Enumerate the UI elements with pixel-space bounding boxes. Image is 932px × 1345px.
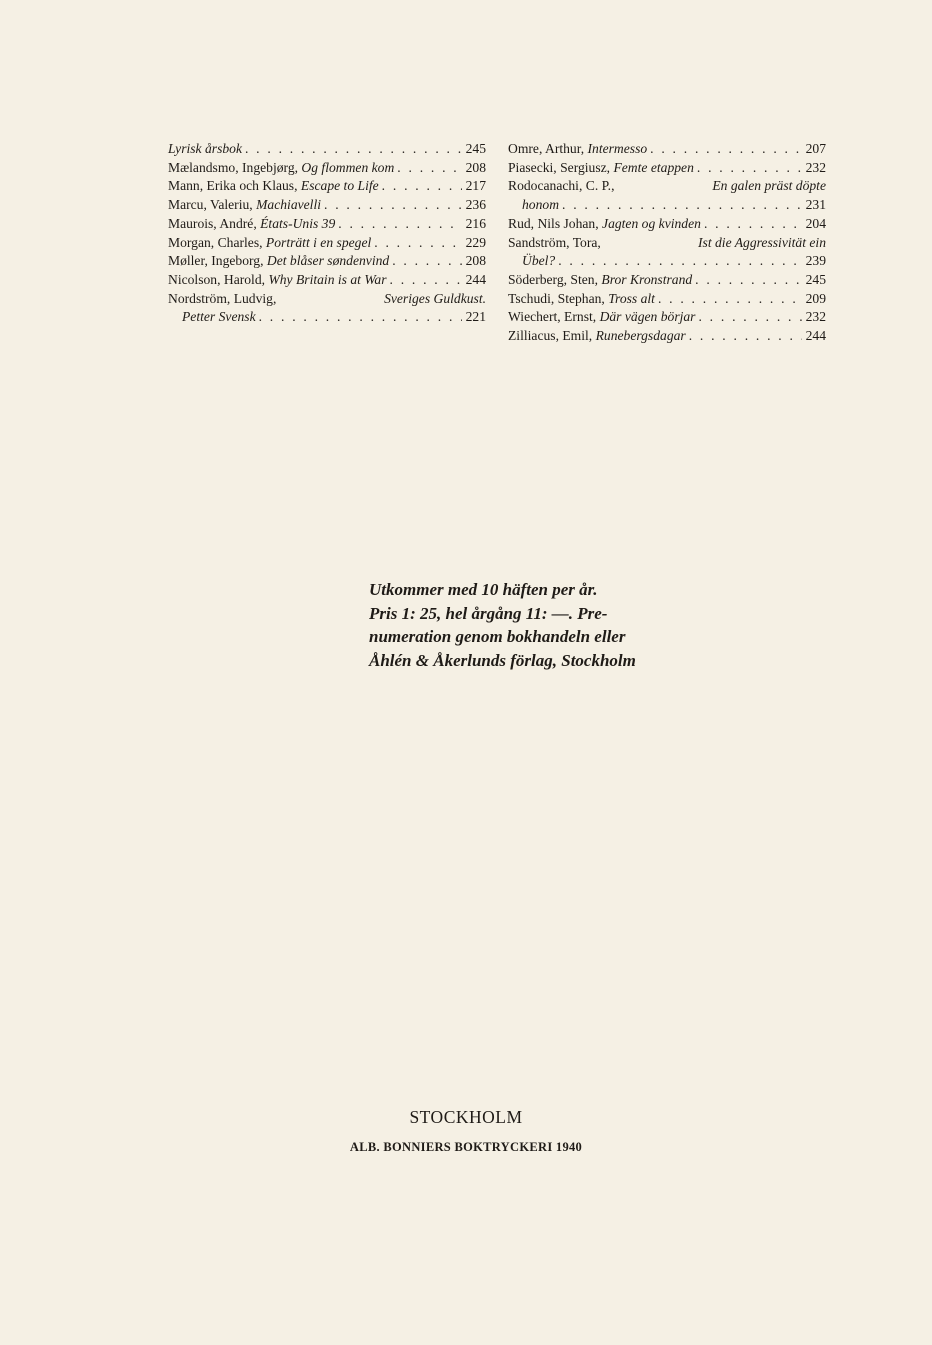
entry-page-number: 245 bbox=[805, 271, 826, 287]
entry-line bbox=[168, 177, 486, 196]
dot-leader bbox=[387, 271, 462, 290]
entry-author: Sandström, Tora, bbox=[508, 234, 601, 250]
entry-continuation bbox=[168, 308, 486, 327]
dot-leader bbox=[701, 215, 802, 234]
entry-page-number: 229 bbox=[465, 234, 486, 250]
entry-author: Marcu, Valeriu, bbox=[168, 197, 257, 213]
entry-title: Why Britain is at War bbox=[268, 271, 387, 287]
index-entry bbox=[168, 215, 486, 234]
dot-leader bbox=[371, 234, 461, 253]
entry-line bbox=[168, 252, 486, 271]
entry-author: Maurois, André, bbox=[168, 215, 261, 231]
entry-line bbox=[508, 159, 826, 178]
dot-leader bbox=[394, 159, 461, 178]
entry-page-number: 232 bbox=[805, 309, 826, 325]
index-entry bbox=[508, 234, 826, 271]
entry-line bbox=[508, 290, 826, 309]
index-entry bbox=[168, 177, 486, 196]
entry-page-number: 244 bbox=[805, 328, 826, 344]
entry-title-continued: Übel? bbox=[522, 253, 556, 269]
entry-page-number: 232 bbox=[805, 159, 826, 175]
index-right-column bbox=[508, 140, 826, 346]
notice-line: Utkommer med 10 häften per år. bbox=[369, 580, 598, 599]
index-entry bbox=[508, 327, 826, 346]
entry-page-number: 245 bbox=[465, 141, 486, 156]
entry-line bbox=[168, 196, 486, 215]
entry-page-number: 204 bbox=[805, 215, 826, 231]
index-entry bbox=[508, 140, 826, 159]
entry-author: Zilliacus, Emil, bbox=[508, 328, 596, 344]
index-entry bbox=[508, 308, 826, 327]
entry-author: Morgan, Charles, bbox=[168, 234, 266, 250]
index-left-column bbox=[168, 140, 486, 327]
entry-page-number: 244 bbox=[465, 271, 486, 287]
entry-title: Machiavelli bbox=[256, 197, 322, 213]
entry-author: Rud, Nils Johan, bbox=[508, 215, 603, 231]
entry-author: Wiechert, Ernst, bbox=[508, 309, 600, 325]
dot-leader bbox=[692, 271, 801, 290]
entry-author: Piasecki, Sergiusz, bbox=[508, 159, 614, 175]
notice-line: Pris 1: 25, hel årgång 11: —. Pre- bbox=[369, 603, 608, 623]
entry-line bbox=[508, 327, 826, 346]
index-entry bbox=[508, 271, 826, 290]
entry-title: Bror Kronstrand bbox=[601, 271, 693, 287]
index-entry bbox=[508, 159, 826, 178]
entry-author: Møller, Ingeborg, bbox=[168, 253, 267, 269]
dot-leader bbox=[694, 159, 802, 178]
entry-page-number: 208 bbox=[465, 159, 486, 175]
entry-author: Nordström, Ludvig, bbox=[168, 290, 277, 306]
index-entry bbox=[168, 234, 486, 253]
entry-title-continued: Petter Svensk bbox=[182, 309, 256, 325]
entry-title: Intermesso bbox=[587, 141, 648, 156]
notice-line: numeration genom bokhandeln eller bbox=[369, 627, 626, 647]
entry-title: Ist die Aggressivität ein bbox=[698, 234, 826, 250]
entry-author: Rodocanachi, C. P., bbox=[508, 178, 615, 194]
entry-continuation bbox=[508, 196, 826, 215]
entry-author: Mælandsmo, Ingebjørg, bbox=[168, 159, 302, 175]
dot-leader bbox=[242, 140, 462, 159]
notice-line: Åhlén & Åkerlunds förlag, Stockholm bbox=[369, 650, 636, 670]
dot-leader bbox=[389, 252, 461, 271]
entry-title: Jagten og kvinden bbox=[602, 215, 701, 231]
entry-author: Omre, Arthur, bbox=[508, 141, 588, 156]
entry-line bbox=[168, 159, 486, 178]
entry-title: En galen präst döpte bbox=[712, 178, 826, 194]
entry-author: Söderberg, Sten, bbox=[508, 271, 602, 287]
entry-page-number: 221 bbox=[465, 309, 486, 325]
dot-leader bbox=[559, 196, 802, 215]
entry-line bbox=[508, 140, 826, 159]
dot-leader bbox=[379, 177, 462, 196]
index-entry bbox=[168, 159, 486, 178]
imprint-printer: ALB. BONNIERS BOKTRYCKERI 1940 bbox=[349, 1140, 583, 1154]
entry-title: Sveriges Guldkust. bbox=[384, 290, 486, 306]
dot-leader bbox=[686, 327, 802, 346]
imprint-city: STOCKHOLM bbox=[409, 1107, 523, 1127]
entry-line bbox=[168, 140, 486, 159]
entry-title: Og flommen kom bbox=[301, 159, 395, 175]
entry-title-continued: honom bbox=[522, 197, 560, 213]
index-entry bbox=[508, 290, 826, 309]
dot-leader bbox=[695, 308, 801, 327]
index-entry bbox=[168, 196, 486, 215]
entry-author: Mann, Erika och Klaus, bbox=[168, 178, 301, 194]
dot-leader bbox=[655, 290, 802, 309]
entry-page-number: 231 bbox=[805, 197, 826, 213]
index-entry bbox=[508, 177, 826, 214]
index-entry bbox=[168, 290, 486, 327]
dot-leader bbox=[647, 140, 801, 159]
entry-title: Porträtt i en spegel bbox=[265, 234, 372, 250]
subscription-notice bbox=[369, 578, 669, 672]
entry-author: Nicolson, Harold, bbox=[168, 271, 269, 287]
entry-title: Femte etappen bbox=[613, 159, 694, 175]
entry-page-number: 209 bbox=[805, 290, 826, 306]
entry-first-line bbox=[508, 234, 826, 253]
index-entry bbox=[168, 140, 486, 159]
entry-title: Det blåser søndenvind bbox=[266, 253, 390, 269]
dot-leader bbox=[256, 308, 462, 327]
entry-first-line bbox=[508, 177, 826, 196]
entry-page-number: 216 bbox=[465, 215, 486, 231]
entry-line bbox=[168, 234, 486, 253]
entry-title: Runebergsdagar bbox=[595, 328, 686, 344]
entry-author: Tschudi, Stephan, bbox=[508, 290, 609, 306]
entry-first-line bbox=[168, 290, 486, 309]
entry-line bbox=[508, 271, 826, 290]
entry-line bbox=[168, 215, 486, 234]
entry-title: Lyrisk årsbok bbox=[168, 141, 242, 156]
index-entry bbox=[168, 271, 486, 290]
index-entry bbox=[508, 215, 826, 234]
entry-title: États-Unis 39 bbox=[260, 215, 336, 231]
entry-title: Tross alt bbox=[608, 290, 655, 306]
dot-leader bbox=[321, 196, 462, 215]
entry-title: Escape to Life bbox=[300, 178, 379, 194]
entry-page-number: 236 bbox=[465, 197, 486, 213]
entry-title: Där vägen börjar bbox=[599, 309, 696, 325]
dot-leader bbox=[335, 215, 461, 234]
entry-page-number: 217 bbox=[465, 178, 486, 194]
entry-line bbox=[508, 215, 826, 234]
entry-line bbox=[508, 308, 826, 327]
entry-continuation bbox=[508, 252, 826, 271]
dot-leader bbox=[555, 252, 801, 271]
entry-page-number: 239 bbox=[805, 253, 826, 269]
entry-line bbox=[168, 271, 486, 290]
entry-page-number: 207 bbox=[805, 141, 826, 156]
index-entry bbox=[168, 252, 486, 271]
entry-page-number: 208 bbox=[465, 253, 486, 269]
